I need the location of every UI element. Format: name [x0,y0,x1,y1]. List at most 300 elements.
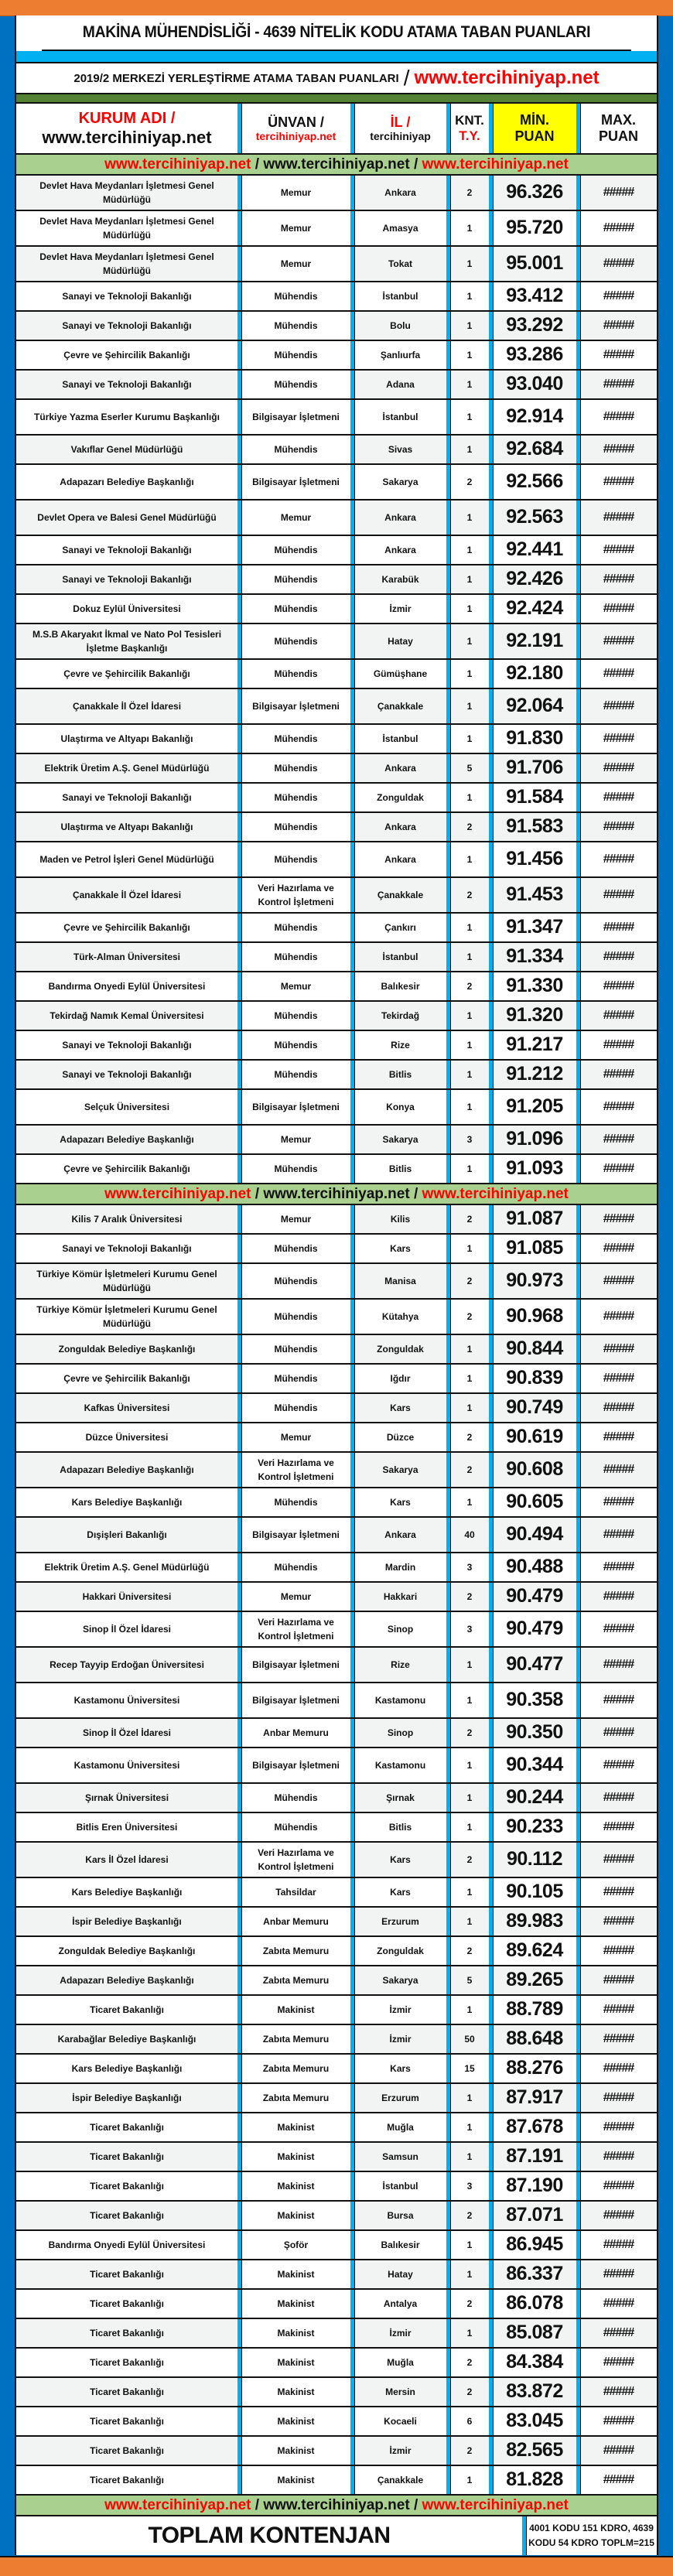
cell-min-puan: 92.191 [489,624,576,658]
header-kurum-label: KURUM ADI / [78,109,176,127]
table-row [16,1423,657,1453]
cell-max-puan: ##### [576,282,657,310]
cell-unvan: Mühendis [237,1264,350,1298]
cell-kontenjan: 2 [446,2437,489,2465]
cell-max-puan: ##### [576,972,657,1000]
table-row [16,1612,657,1648]
cell-kurum: Ticaret Bakanlığı [90,2122,164,2133]
cell-kontenjan: 1 [446,2231,489,2259]
cell-kontenjan: 1 [446,1748,489,1782]
cell-max-puan: ##### [576,1264,657,1298]
cell-max-puan: ##### [576,1553,657,1581]
cell-kurum: Çevre ve Şehircilik Bakanlığı [63,1373,190,1384]
cell-max-puan: ##### [576,784,657,811]
cell-max-puan: ##### [576,943,657,971]
cell-il: Sakarya [350,465,446,499]
table-row [16,2202,657,2231]
cell-unvan: Mühendis [237,725,350,753]
cell-kontenjan: 1 [446,2143,489,2171]
cell-il: Çanakkale [350,878,446,912]
table-row [16,1488,657,1518]
cell-max-puan: ##### [576,371,657,398]
cell-il: İstanbul [350,2172,446,2200]
table-row [16,1205,657,1235]
table-row [16,282,657,312]
cell-kontenjan: 1 [446,1061,489,1088]
cell-min-puan: 92.914 [489,400,576,434]
cell-unvan: Mühendis [237,436,350,463]
table-row [16,1394,657,1423]
cell-max-puan: ##### [576,341,657,369]
cell-il: Rize [350,1031,446,1059]
cell-kurum: Karabağlar Belediye Başkanlığı [16,2025,237,2053]
header-unvan [237,104,350,153]
cell-unvan: Makinist [237,2143,350,2171]
cell-unvan: Zabıta Memuru [237,2084,350,2112]
cell-il: Sinop [350,1612,446,1646]
header-kurum [16,104,237,153]
cell-il: Mardin [350,1553,446,1581]
cell-kontenjan: 1 [446,501,489,535]
cell-unvan: Veri Hazırlama ve Kontrol İşletmeni [237,1612,350,1646]
cell-il: Ankara [350,501,446,535]
cell-kurum: Sanayi ve Teknoloji Bakanlığı [62,545,192,555]
cell-min-puan: 92.566 [489,465,576,499]
subtitle-url[interactable]: www.tercihiniyap.net [414,67,600,88]
cell-kurum: Ticaret Bakanlığı [90,2475,164,2485]
cell-kontenjan: 2 [446,1719,489,1747]
cell-unvan: Memur [237,247,350,281]
table-row [16,312,657,341]
table-row [16,1996,657,2025]
cell-kontenjan: 5 [446,1966,489,1994]
cell-kurum: Türkiye Kömür İşletmeleri Kurumu Genel Müdürlüğü [16,1264,237,1298]
cell-max-puan: ##### [576,2202,657,2229]
cell-il: Samsun [350,2143,446,2171]
cell-max-puan: ##### [576,842,657,876]
cell-kontenjan: 1 [446,1648,489,1682]
cell-kurum: Ticaret Bakanlığı [16,2143,237,2171]
table-row [16,1683,657,1719]
cell-max-puan: ##### [576,400,657,434]
cell-kurum: Çanakkale İl Özel İdaresi [16,689,237,723]
cell-kontenjan: 1 [446,312,489,340]
cell-kurum: Recep Tayyip Erdoğan Üniversitesi [16,1648,237,1682]
cell-kontenjan: 2 [446,2378,489,2406]
cell-max-puan: ##### [576,1365,657,1392]
cell-min-puan: 91.093 [489,1155,576,1183]
cell-max-puan: ##### [576,1648,657,1682]
cell-kurum: Elektrik Üretim A.Ş. Genel Müdürlüğü [16,754,237,782]
banner-sep: / [251,2496,264,2513]
banner-url-2[interactable]: www.tercihiniyap.net [263,2496,410,2513]
cell-unvan: Bilgisayar İşletmeni [237,1518,350,1552]
cell-min-puan: 91.453 [489,878,576,912]
cell-unvan: Makinist [237,2202,350,2229]
cell-il: Sinop [350,1719,446,1747]
cell-min-puan: 91.217 [489,1031,576,1059]
cell-min-puan: 90.112 [489,1843,576,1877]
table-row [16,247,657,282]
table-row [16,1365,657,1394]
cell-unvan: Mühendis [237,595,350,623]
cell-kurum: Çanakkale İl Özel İdaresi [16,878,237,912]
table-row [16,2172,657,2202]
cell-kurum: Maden ve Petrol İşleri Genel Müdürlüğü [39,854,214,865]
table-row [16,2055,657,2084]
table-row [16,211,657,247]
table-row [16,2025,657,2055]
table-row [16,813,657,842]
cell-unvan: Mühendis [237,1002,350,1030]
cell-kurum: İspir Belediye Başkanlığı [16,1908,237,1935]
table-row [16,1300,657,1335]
cell-il: Hatay [350,2260,446,2288]
cell-kurum: Sanayi ve Teknoloji Bakanlığı [16,312,237,340]
cell-unvan: Mühendis [237,1394,350,1422]
cell-il: Ankara [350,1518,446,1552]
cell-il: Kastamonu [350,1683,446,1717]
cell-min-puan: 91.706 [489,754,576,782]
cell-kurum: Sanayi ve Teknoloji Bakanlığı [16,371,237,398]
cell-kurum: M.S.B Akaryakıt İkmal ve Nato Pol Tesisleri İşletme Başkanlığı [16,624,237,658]
cell-il: Mersin [350,2378,446,2406]
cell-kurum: Ulaştırma ve Altyapı Bakanlığı [16,813,237,841]
cell-kurum: Devlet Hava Meydanları İşletmesi Genel Müdürlüğü [16,247,237,281]
cell-min-puan: 93.040 [489,371,576,398]
header-max-sub: PUAN [598,128,638,144]
banner-sep: / [409,1185,422,1202]
cell-unvan: Mühendis [237,565,350,593]
cell-unvan: Memur [237,1126,350,1153]
cell-il: Amasya [350,211,446,245]
cell-unvan: Mühendis [237,784,350,811]
table-row [16,595,657,624]
cell-kontenjan: 2 [446,465,489,499]
cell-min-puan: 90.844 [489,1335,576,1363]
cell-unvan: Anbar Memuru [237,1908,350,1935]
cell-unvan: Bilgisayar İşletmeni [237,465,350,499]
cell-il: Erzurum [350,1908,446,1935]
cell-max-puan: ##### [576,465,657,499]
table-row [16,725,657,754]
cell-min-puan: 87.071 [489,2202,576,2229]
banner-url-2[interactable]: www.tercihiniyap.net [263,155,410,173]
cell-kontenjan: 3 [446,1553,489,1581]
cell-min-puan: 88.789 [489,1996,576,2024]
cell-kurum: Bitlis Eren Üniversitesi [76,1822,178,1833]
cell-unvan: Makinist [237,2319,350,2347]
table-row [16,1126,657,1155]
cell-kontenjan: 1 [446,2319,489,2347]
cell-min-puan: 92.563 [489,501,576,535]
cell-kontenjan: 2 [446,2290,489,2318]
table-row [16,2319,657,2349]
cell-min-puan: 90.479 [489,1612,576,1646]
cell-kurum: Kars İl Özel İdaresi [16,1843,237,1877]
cell-kurum: Sanayi ve Teknoloji Bakanlığı [62,291,192,302]
cell-min-puan: 90.477 [489,1648,576,1682]
cell-unvan: Mühendis [237,371,350,398]
cell-kurum: Türk-Alman Üniversitesi [16,943,237,971]
cell-max-puan: ##### [576,1813,657,1841]
cell-unvan: Bilgisayar İşletmeni [237,400,350,434]
cell-unvan: Mühendis [237,341,350,369]
table-row [16,2378,657,2407]
url-banner-1 [16,155,657,176]
cell-kontenjan: 1 [446,1002,489,1030]
banner-url-1[interactable]: www.tercihiniyap.net [104,155,251,173]
cell-kurum: Devlet Hava Meydanları İşletmesi Genel Müdürlüğü [16,176,237,210]
cell-min-puan: 91.205 [489,1090,576,1124]
cell-kontenjan: 6 [446,2407,489,2435]
table-row [16,1719,657,1748]
cyan-divider [16,51,657,63]
table-row [16,536,657,565]
table-row [16,1648,657,1683]
cell-kontenjan: 2 [446,1423,489,1451]
cell-il: Sakarya [350,1966,446,1994]
table-body-block-1 [16,176,657,1184]
cell-max-puan: ##### [576,1002,657,1030]
cell-max-puan: ##### [576,1612,657,1646]
cell-il: İzmir [350,595,446,623]
cell-min-puan: 91.330 [489,972,576,1000]
cell-kontenjan: 1 [446,371,489,398]
cell-unvan: Mühendis [237,1488,350,1516]
cell-unvan: Makinist [237,2260,350,2288]
table-header [16,104,657,155]
cell-kurum: Dışişleri Bakanlığı [16,1518,237,1552]
cell-il: Zonguldak [350,1937,446,1965]
cell-unvan: Memur [237,501,350,535]
table-row [16,2143,657,2172]
cell-kontenjan: 1 [446,565,489,593]
cell-kurum: Çevre ve Şehircilik Bakanlığı [63,668,190,679]
cell-min-puan: 88.276 [489,2055,576,2082]
cell-min-puan: 90.105 [489,1878,576,1906]
table-body-block-2 [16,1205,657,2496]
cell-min-puan: 90.619 [489,1423,576,1451]
table-row [16,1090,657,1126]
cell-unvan: Mühendis [237,943,350,971]
banner-sep: / [251,1185,264,1202]
cell-kurum: Bandırma Onyedi Eylül Üniversitesi [48,2239,206,2250]
total-quota-note [522,2516,657,2555]
cell-kontenjan: 1 [446,842,489,876]
cell-kurum: Adapazarı Belediye Başkanlığı [60,477,194,487]
table-row [16,1002,657,1031]
cell-unvan: Veri Hazırlama ve Kontrol İşletmeni [237,1843,350,1877]
table-row [16,1453,657,1488]
cell-min-puan: 90.344 [489,1748,576,1782]
table-row [16,1553,657,1583]
cell-max-puan: ##### [576,1126,657,1153]
cell-max-puan: ##### [576,595,657,623]
table-row [16,842,657,878]
header-max-puan [576,104,657,153]
cell-max-puan: ##### [576,2466,657,2494]
cell-unvan: Makinist [237,1996,350,2024]
cell-max-puan: ##### [576,1583,657,1611]
cell-min-puan: 90.244 [489,1784,576,1812]
cell-max-puan: ##### [576,436,657,463]
cell-kontenjan: 1 [446,1488,489,1516]
cell-il: İzmir [350,2025,446,2053]
banner-url-1[interactable]: www.tercihiniyap.net [104,1185,251,1202]
cell-il: Hatay [350,624,446,658]
cell-kurum: Düzce Üniversitesi [85,1432,169,1443]
page-title: MAKİNA MÜHENDİSLİĞİ - 4639 NİTELİK KODU ATAMA TABAN PUANLARI [42,15,631,51]
cell-kurum: Sinop İl Özel İdaresi [16,1719,237,1747]
cell-max-puan: ##### [576,1423,657,1451]
top-orange-bar [0,0,673,16]
cell-min-puan: 90.608 [489,1453,576,1487]
banner-url-2[interactable]: www.tercihiniyap.net [263,1185,410,1202]
cell-min-puan: 90.839 [489,1365,576,1392]
cell-kurum: Kastamonu Üniversitesi [73,1760,180,1771]
table-row [16,565,657,595]
cell-min-puan: 86.945 [489,2231,576,2259]
cell-unvan: Mühendis [237,1813,350,1841]
cell-max-puan: ##### [576,2290,657,2318]
cell-kontenjan: 1 [446,1683,489,1717]
cell-kurum: Zonguldak Belediye Başkanlığı [16,1335,237,1363]
cell-kontenjan: 2 [446,1264,489,1298]
cell-il: Kars [350,1878,446,1906]
cell-min-puan: 90.358 [489,1683,576,1717]
cell-unvan: Mühendis [237,1155,350,1183]
cell-min-puan: 93.292 [489,312,576,340]
cell-il: Konya [350,1090,446,1124]
cell-kurum: Vakıflar Genel Müdürlüğü [16,436,237,463]
cell-min-puan: 93.412 [489,282,576,310]
cell-il: Sivas [350,436,446,463]
banner-url-3[interactable]: www.tercihiniyap.net [422,2496,569,2513]
cell-kontenjan: 1 [446,1908,489,1935]
cell-kurum: Kars Belediye Başkanlığı [71,2063,183,2074]
cell-max-puan: ##### [576,1235,657,1262]
cell-unvan: Mühendis [237,914,350,941]
cell-kontenjan: 2 [446,1205,489,1233]
cell-kontenjan: 3 [446,1612,489,1646]
cell-kontenjan: 1 [446,1090,489,1124]
cell-il: Şırnak [350,1784,446,1812]
table-row [16,2231,657,2260]
table-row [16,943,657,972]
cell-il: İstanbul [350,282,446,310]
cell-min-puan: 92.180 [489,660,576,688]
cell-unvan: Bilgisayar İşletmeni [237,1683,350,1717]
cell-min-puan: 91.085 [489,1235,576,1262]
cell-min-puan: 91.096 [489,1126,576,1153]
cell-max-puan: ##### [576,2378,657,2406]
cell-max-puan: ##### [576,1031,657,1059]
cell-kontenjan: 2 [446,2349,489,2376]
cell-kurum: Ticaret Bakanlığı [16,2378,237,2406]
cell-max-puan: ##### [576,1335,657,1363]
table-row [16,1155,657,1184]
cell-max-puan: ##### [576,2172,657,2200]
cell-min-puan: 87.678 [489,2113,576,2141]
cell-unvan: Mühendis [237,282,350,310]
cell-unvan: Mühendis [237,1061,350,1088]
cell-il: Çanakkale [350,689,446,723]
cell-max-puan: ##### [576,1843,657,1877]
header-il-sub: tercihiniyap [370,130,431,143]
cell-il: Hakkari [350,1583,446,1611]
cell-kontenjan: 1 [446,624,489,658]
banner-sep: / [251,155,264,173]
total-quota-label: TOPLAM KONTENJAN [148,2523,391,2548]
cell-unvan: Memur [237,972,350,1000]
cell-kontenjan: 5 [446,754,489,782]
cell-il: Iğdır [350,1365,446,1392]
cell-unvan: Mühendis [237,1335,350,1363]
cell-max-puan: ##### [576,247,657,281]
cell-il: Ankara [350,813,446,841]
cell-kontenjan: 1 [446,2113,489,2141]
cell-il: Bolu [350,312,446,340]
cell-kontenjan: 1 [446,1235,489,1262]
cell-kurum: Kars Belediye Başkanlığı [71,1887,183,1898]
cell-kontenjan: 1 [446,1335,489,1363]
table-row [16,784,657,813]
bottom-orange-bar [0,2556,673,2576]
cell-min-puan: 95.720 [489,211,576,245]
cell-kurum: Adapazarı Belediye Başkanlığı [16,1126,237,1153]
table-row [16,660,657,689]
table-row [16,2260,657,2290]
cell-unvan: Mühendis [237,1235,350,1262]
banner-url-3[interactable]: www.tercihiniyap.net [422,1185,569,1202]
cell-kontenjan: 1 [446,943,489,971]
cell-kontenjan: 1 [446,595,489,623]
table-row [16,1878,657,1908]
cell-il: Manisa [350,1264,446,1298]
cell-kurum: Elektrik Üretim A.Ş. Genel Müdürlüğü [44,1562,210,1573]
score-sheet [15,15,658,2555]
cell-kurum: Zonguldak Belediye Başkanlığı [58,1946,196,1956]
cell-min-puan: 85.087 [489,2319,576,2347]
cell-max-puan: ##### [576,1908,657,1935]
cell-unvan: Makinist [237,2290,350,2318]
banner-url-3[interactable]: www.tercihiniyap.net [422,155,569,173]
cell-min-puan: 91.347 [489,914,576,941]
header-knt [446,104,489,153]
header-min-sub: PUAN [514,128,555,144]
table-row [16,1031,657,1061]
header-il [350,104,446,153]
cell-max-puan: ##### [576,1784,657,1812]
table-row [16,2437,657,2466]
cell-min-puan: 91.584 [489,784,576,811]
table-row [16,878,657,914]
cell-kontenjan: 1 [446,341,489,369]
cell-kontenjan: 1 [446,725,489,753]
cell-max-puan: ##### [576,536,657,564]
cell-kontenjan: 3 [446,1126,489,1153]
cell-max-puan: ##### [576,1719,657,1747]
cell-min-puan: 92.684 [489,436,576,463]
cell-unvan: Memur [237,1583,350,1611]
cell-min-puan: 91.087 [489,1205,576,1233]
cell-kurum: Çevre ve Şehircilik Bakanlığı [63,1163,190,1174]
cell-min-puan: 82.565 [489,2437,576,2465]
cell-max-puan: ##### [576,624,657,658]
cell-max-puan: ##### [576,689,657,723]
banner-url-1[interactable]: www.tercihiniyap.net [104,2496,251,2513]
